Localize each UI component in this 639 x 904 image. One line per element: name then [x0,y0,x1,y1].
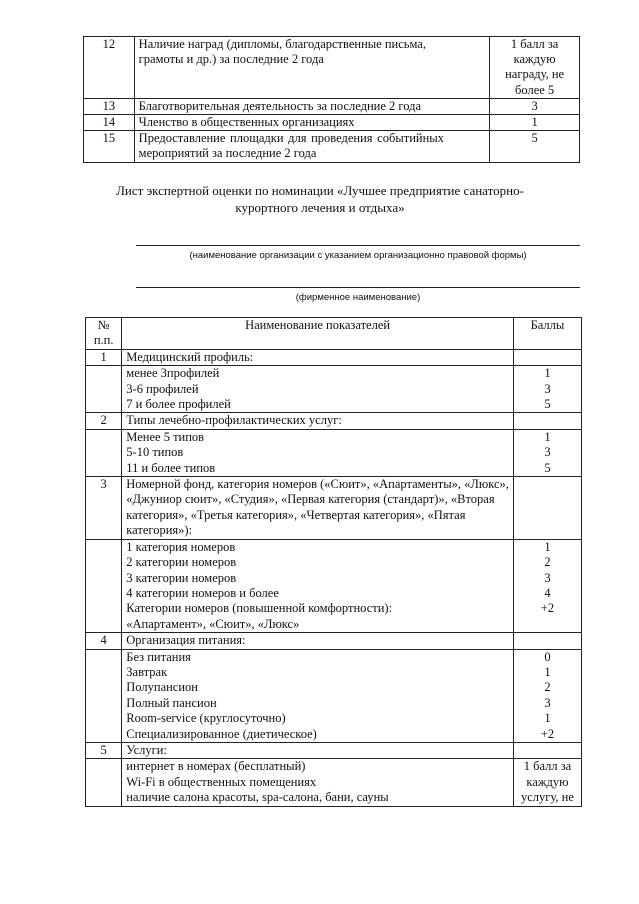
sheet-title [100,182,540,216]
indicator-cell [134,98,490,114]
header-num: № п.п. [86,318,122,350]
score-line: 1 балл за [510,37,559,51]
list-item: 5-10 типов [126,445,184,460]
score-value: +2 [540,601,555,616]
scores-cell [513,366,581,413]
list-item: Без питания [126,649,191,664]
score-cell: 1 [490,115,580,131]
row-number: 5 [86,742,122,758]
row-number: 1 [86,349,122,365]
list-item: 7 и более профилей [126,397,231,412]
indicator-line: Членство в общественных организациях [138,115,355,130]
list-item: интернет в номерах (бесплатный) [126,759,306,774]
list-item: Специализированное (диетическое) [126,726,317,741]
row-number: 14 [84,115,135,131]
section-title: Организация питания: [122,633,514,649]
score-value: 2 [544,555,551,570]
section-title-row [86,413,582,429]
score-value: 3 [544,381,551,396]
indicator-line: мероприятий за последние 2 года [138,146,317,161]
score-line: более 5 [515,82,555,97]
criteria-table-continued [83,36,580,163]
score-value: 1 [544,664,551,679]
items-cell [122,649,514,742]
row-number: 12 [84,37,135,99]
row-number: 2 [86,413,122,429]
brand-name-line [136,287,580,288]
section-items-row [86,429,582,476]
score-line: каждую [513,52,556,67]
org-name-line [136,245,580,246]
score-value: 5 [544,397,551,412]
score-value: 1 балл за [523,759,572,774]
list-item: 3 категории номеров [126,570,237,585]
table-row [84,98,580,114]
score-value [518,617,577,632]
section-items-row [86,759,582,806]
indicator-cell [134,131,490,162]
section-title-line: Номерной фонд, категория номеров («Сюит», «Апартаменты», «Люкс», [126,477,509,492]
score-value: услугу, не [520,790,574,805]
score-cell [513,742,581,758]
list-item: Wi-Fi в общественных помещениях [126,774,317,789]
list-item: «Апартамент», «Сюит», «Люкс» [126,616,300,631]
table-row [84,131,580,162]
table-row [84,115,580,131]
sheet-title-line: курортного лечения и отдыха» [235,200,405,215]
section-items-row [86,539,582,632]
score-value: 3 [544,695,551,710]
row-number: 3 [86,477,122,540]
sheet-title-line: Лист экспертной оценки по номинации «Лучшее предприятие санаторно- [116,183,524,198]
table-row [84,37,580,99]
score-value: 1 [544,429,551,444]
row-number: 13 [84,98,135,114]
indicator-line: Предоставление площадки для проведения событийных [138,131,444,146]
list-item: Room-service (круглосуточно) [126,711,286,726]
section-title-line: категория»): [126,523,193,538]
score-cell: 3 [490,98,580,114]
row-number: 15 [84,131,135,162]
indicator-line: Благотворительная деятельность за последние 2 года [138,98,422,113]
items-cell [122,539,514,632]
score-value: 1 [544,366,551,381]
list-item: Полный пансион [126,695,217,710]
score-value: каждую [526,774,569,789]
score-cell: 5 [490,131,580,162]
score-line: награду, не [505,67,565,82]
section-items-row [86,366,582,413]
scores-cell [513,759,581,806]
score-cell [513,633,581,649]
expert-evaluation-table [85,317,582,807]
score-value: 5 [544,460,551,475]
table-header-row [86,318,582,350]
score-value: 1 [544,539,551,554]
list-item: Полупансион [126,680,198,695]
org-name-caption: (наименование организации с указанием организационно правовой формы) [189,250,527,261]
score-value: 4 [544,585,551,600]
header-name: Наименование показателей [122,318,514,350]
items-cell [122,429,514,476]
section-items-row [86,649,582,742]
items-cell [122,366,514,413]
score-value: 2 [544,680,551,695]
section-title-row [86,742,582,758]
list-item: 11 и более типов [126,460,216,475]
section-title: Типы лечебно-профилактических услуг: [122,413,514,429]
list-item: 4 категории номеров и более [126,585,279,600]
header-score: Баллы [513,318,581,350]
section-title-row [86,477,582,540]
list-item: Категории номеров (повышенной комфортности): [126,601,393,616]
score-value: 1 [544,711,551,726]
section-title-row [86,349,582,365]
list-item: Завтрак [126,664,168,679]
indicator-cell [134,37,490,99]
list-item: 2 категории номеров [126,555,237,570]
list-item: 1 категория номеров [126,539,236,554]
list-item: менее 3профилей [126,366,220,381]
items-cell [122,759,514,806]
scores-cell [513,539,581,632]
indicator-line: грамоты и др.) за последние 2 года [138,52,324,67]
list-item: наличие салона красоты, spa-салона, бани, сауны [126,790,389,805]
score-cell [513,477,581,540]
section-title-row [86,633,582,649]
indicator-line: Наличие наград (дипломы, благодарственные письма, [138,37,426,51]
score-value: 3 [544,570,551,585]
section-title-line: «Джуниор сюит», «Студия», «Первая категория (стандарт)», «Вторая [126,492,495,507]
section-title-line: категория», «Третья категория», «Четвертая категория», «Пятая [126,507,466,522]
score-cell [513,413,581,429]
score-value: 3 [544,445,551,460]
section-title [122,477,514,540]
score-cell [513,349,581,365]
row-number: 4 [86,633,122,649]
indicator-cell [134,115,490,131]
score-cell [490,37,580,99]
score-value: +2 [540,726,555,741]
list-item: 3-6 профилей [126,381,199,396]
section-title: Услуги: [122,742,514,758]
brand-name-caption: (фирменное наименование) [295,292,421,303]
section-title: Медицинский профиль: [122,349,514,365]
list-item: Менее 5 типов [126,429,205,444]
scores-cell [513,649,581,742]
scores-cell [513,429,581,476]
score-value: 0 [544,649,551,664]
